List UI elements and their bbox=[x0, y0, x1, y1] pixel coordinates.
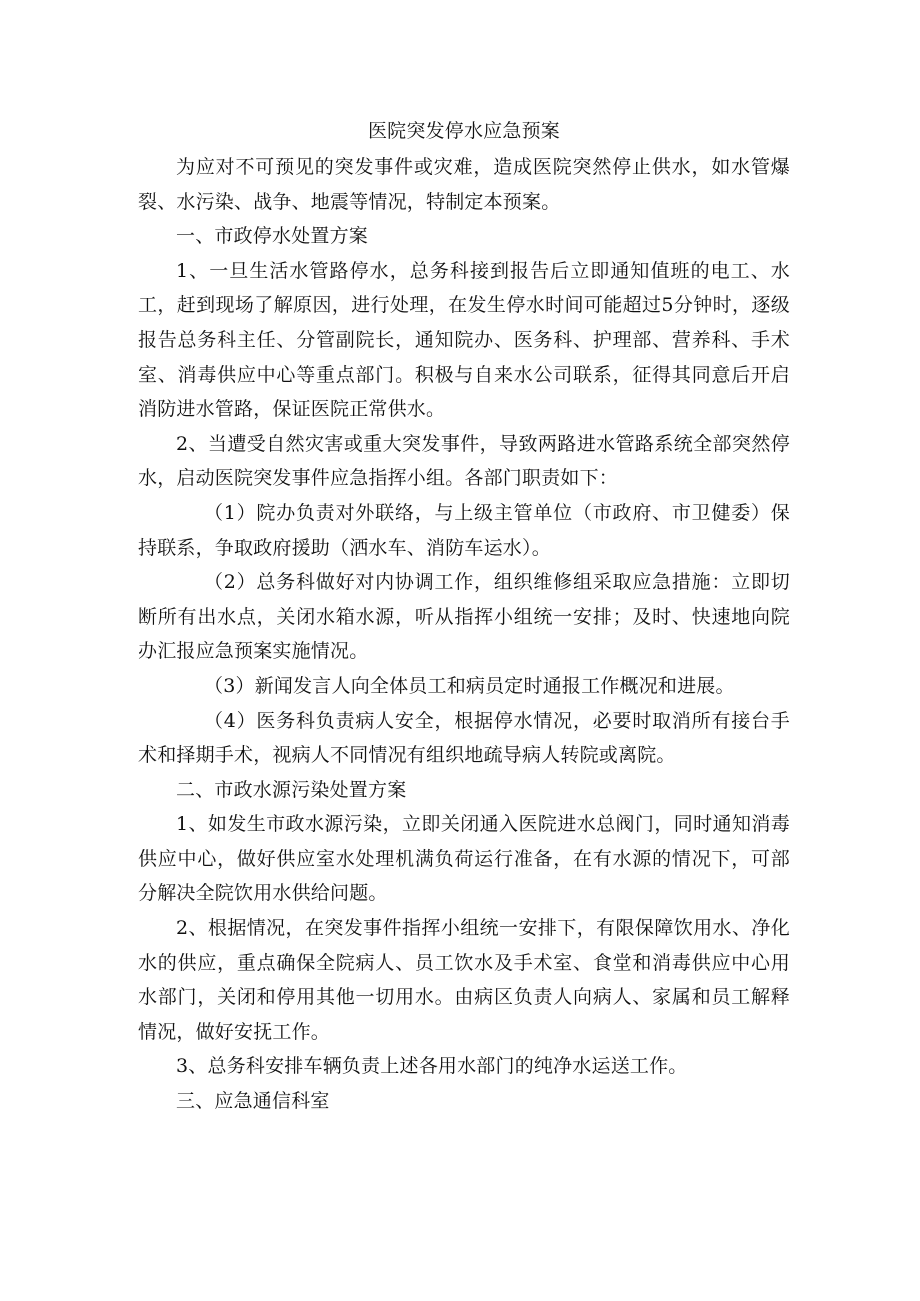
paragraph-1-1: 1、一旦生活水管路停水，总务科接到报告后立即通知值班的电工、水工，赶到现场了解原因，进行处理，在发生停水时间可能超过5分钟时，逐级报告总务科主任、分管副院长，通知院办、医务科、护理部、营养科、手术室、消毒供应中心等重点部门。积极与自来水公司联系，征得其同意后开启消防进水管路，保证医院正常供水。 bbox=[138, 259, 790, 421]
paragraph-1-2-c: （3）新闻发言人向全体员工和病员定时通报工作概况和进展。 bbox=[204, 674, 735, 697]
document-title: 医院突发停水应急预案 bbox=[367, 120, 560, 142]
intro-paragraph: 为应对不可预见的突发事件或灾难，造成医院突然停止供水，如水管爆裂、水污染、战争、地震等情况，特制定本预案。 bbox=[138, 156, 790, 213]
section-heading-2: 二、市政水源污染处置方案 bbox=[176, 778, 407, 801]
section-heading-3: 三、应急通信科室 bbox=[176, 1090, 330, 1113]
paragraph-1-2-d: （4）医务科负责病人安全，根据停水情况，必要时取消所有接台手术和择期手术，视病人不同情况有组织地疏导病人转院或离院。 bbox=[138, 709, 790, 767]
paragraph-2-1: 1、如发生市政水源污染，立即关闭通入医院进水总阀门，同时通知消毒供应中心，做好供应室水处理机满负荷运行准备，在有水源的情况下，可部分解决全院饮用水供给问题。 bbox=[138, 813, 790, 905]
document-body bbox=[138, 112, 790, 1119]
paragraph-1-2: 2、当遭受自然灾害或重大突发事件，导致两路进水管路系统全部突然停水，启动医院突发事件应急指挥小组。各部门职责如下： bbox=[138, 432, 790, 490]
paragraph-2-3: 3、总务科安排车辆负责上述各用水部门的纯净水运送工作。 bbox=[176, 1055, 688, 1078]
paragraph-1-2-a: （1）院办负责对外联络，与上级主管单位（市政府、市卫健委）保持联系，争取政府援助（洒水车、消防车运水）。 bbox=[138, 501, 790, 559]
paragraph-1-2-b: （2）总务科做好对内协调工作，组织维修组采取应急措施：立即切断所有出水点，关闭水箱水源，听从指挥小组统一安排；及时、快速地向院办汇报应急预案实施情况。 bbox=[138, 571, 790, 663]
paragraph-2-2: 2、根据情况，在突发事件指挥小组统一安排下，有限保障饮用水、净化水的供应，重点确保全院病人、员工饮水及手术室、食堂和消毒供应中心用水部门，关闭和停用其他一切用水。由病区负责人向病人、家属和员工解释情况，做好安抚工作。 bbox=[138, 917, 790, 1043]
section-heading-1: 一、市政停水处置方案 bbox=[176, 225, 369, 248]
